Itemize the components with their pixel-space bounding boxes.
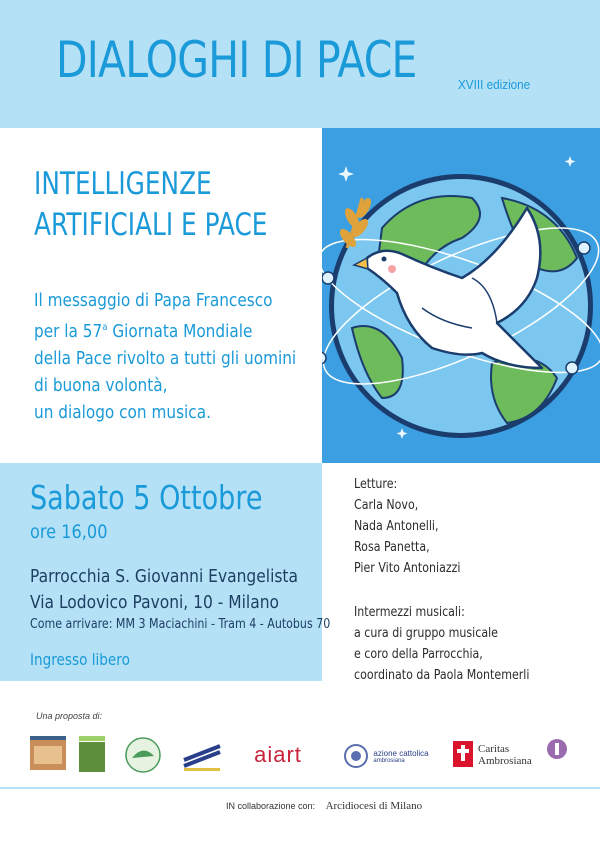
reader-item: Rosa Panetta, — [354, 540, 430, 555]
message-line-3: della Pace rivolto a tutti gli uomini — [34, 348, 297, 369]
readings-heading: Letture: — [354, 477, 398, 492]
message-line-2: per la 57$^a$ Giornata Mondiale — [34, 321, 253, 342]
music-line: coordinato da Paola Montemerli — [354, 668, 530, 683]
event-description — [34, 287, 296, 426]
subtitle-line-1: INTELLIGENZE — [34, 166, 212, 202]
page-title: DIALOGHI DI PACE — [56, 31, 417, 89]
message-line-5: un dialogo con musica. — [34, 402, 211, 423]
venue-address: Via Lodovico Pavoni, 10 - Milano — [30, 592, 280, 613]
aiart-logo: aiart — [254, 742, 302, 767]
music-heading: Intermezzi musicali: — [354, 605, 465, 620]
institute-logo — [544, 736, 570, 772]
azione-cattolica-logo: azione cattolica ambrosiana — [340, 742, 432, 770]
proposal-label: Una proposta di: — [36, 711, 103, 721]
readings-block — [354, 474, 461, 579]
parish-logo — [28, 734, 68, 774]
event-directions: Come arrivare: MM 3 Maciachini - Tram 4 - Autobus 70 — [30, 617, 331, 632]
music-line: a cura di gruppo musicale — [354, 626, 498, 641]
circle-sponsor-logo — [124, 736, 162, 774]
event-time: ore 16,00 — [30, 521, 108, 543]
event-subtitle — [34, 164, 267, 246]
globe-dove-illustration — [322, 128, 600, 463]
message-line-4: di buona volontà, — [34, 375, 168, 396]
school-logo — [180, 736, 224, 772]
music-line: e coro della Parrocchia, — [354, 647, 483, 662]
reader-item: Pier Vito Antoniazzi — [354, 561, 461, 576]
entry-note: Ingresso libero — [30, 650, 130, 669]
message-line-1: Il messaggio di Papa Francesco — [34, 290, 273, 311]
music-block — [354, 602, 529, 686]
footer-divider — [0, 787, 600, 789]
collab-label: IN collaborazione con: — [226, 801, 316, 811]
collaboration-line — [226, 800, 422, 812]
collab-name: Arcidiocesi di Milano — [325, 800, 423, 812]
edition-label: XVIII edizione — [458, 77, 531, 92]
event-date: Sabato 5 Ottobre — [30, 478, 263, 517]
venue-name: Parrocchia S. Giovanni Evangelista — [30, 566, 298, 587]
reader-item: Nada Antonelli, — [354, 519, 439, 534]
event-venue — [30, 564, 298, 616]
subtitle-line-2: ARTIFICIALI E PACE — [34, 207, 268, 243]
cultural-center-logo — [78, 734, 106, 774]
reader-item: Carla Novo, — [354, 498, 419, 513]
caritas-logo: Caritas Ambrosiana — [452, 738, 532, 772]
